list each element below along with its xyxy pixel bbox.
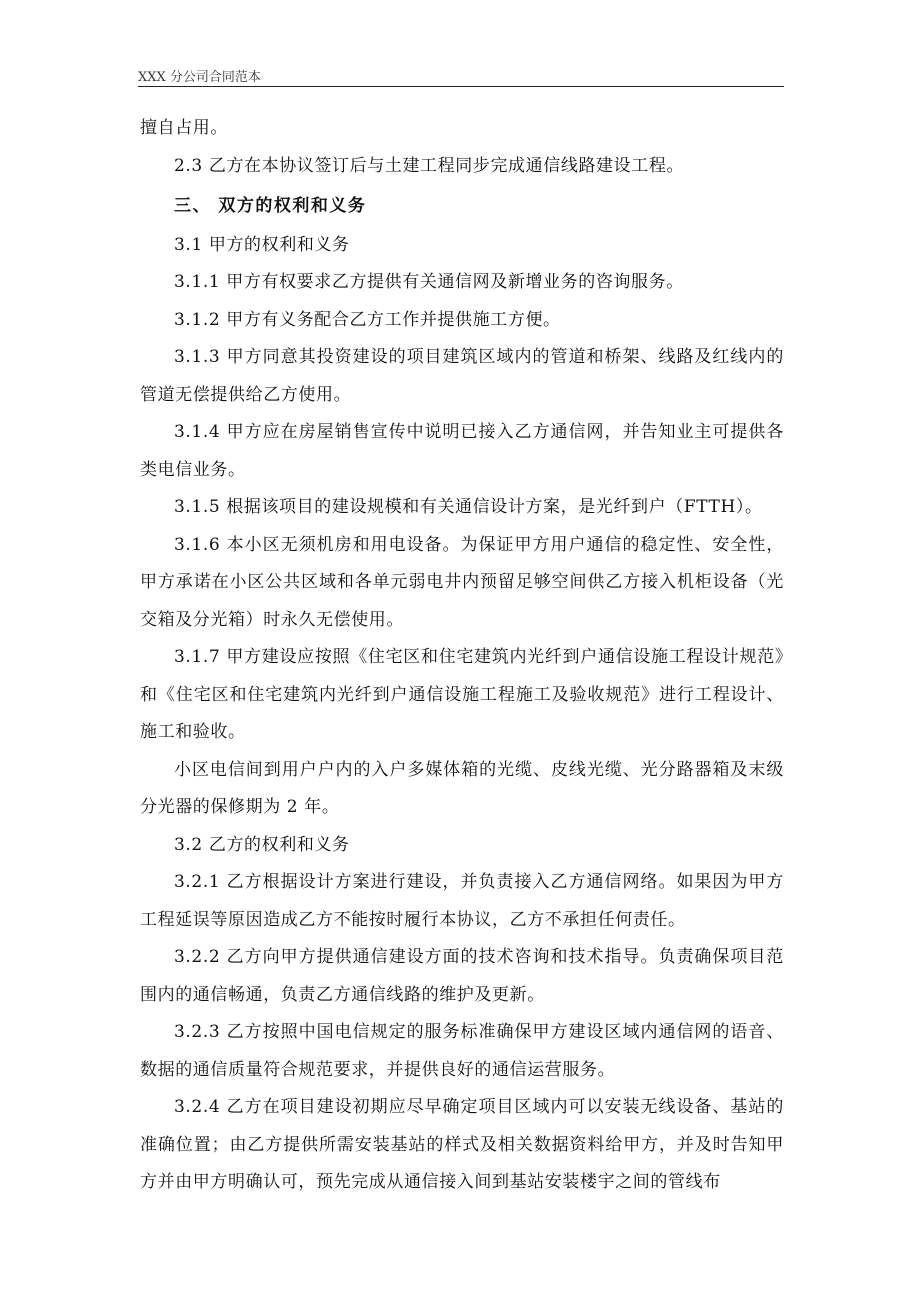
paragraph-10: 3.1.7 甲方建设应按照《住宅区和住宅建筑内光纤到户通信设施工程设计规范》和《住宅区和住宅建筑内光纤到户通信设施工程施工及验收规范》进行工程设计、施工和验收。 [140, 647, 784, 742]
paragraph-3: 3.1 甲方的权利和义务 [174, 234, 350, 255]
paragraph-16: 3.2.4 乙方在项目建设初期应尽早确定项目区域内可以安装无线设备、基站的准确位置；由乙方提供所需安装基站的样式及相关数据资料给甲方，并及时告知甲方并由甲方明确认可，预先完成从通信接入间到基站安装楼宇之间的管线布 [140, 1097, 784, 1192]
paragraph-8: 3.1.5 根据该项目的建设规模和有关通信设计方案，是光纤到户（FTTH）。 [174, 497, 763, 517]
paragraph-0: 擅自占用。 [140, 118, 228, 138]
paragraph-12: 3.2 乙方的权利和义务 [174, 834, 350, 855]
paragraph-14: 3.2.2 乙方向甲方提供通信建设方面的技术咨询和技术指导。负责确保项目范围内的通信畅通，负责乙方通信线路的维护及更新。 [140, 947, 784, 1005]
section-heading: 三、 双方的权利和义务 [174, 196, 367, 216]
paragraph-13: 3.2.1 乙方根据设计方案进行建设，并负责接入乙方通信网络。如果因为甲方工程延误等原因造成乙方不能按时履行本协议，乙方不承担任何责任。 [140, 872, 784, 930]
paragraph-7: 3.1.4 甲方应在房屋销售宣传中说明已接入乙方通信网，并告知业主可提供各类电信业务。 [140, 422, 784, 480]
page-header [138, 64, 784, 87]
paragraph-4: 3.1.1 甲方有权要求乙方提供有关通信网及新增业务的咨询服务。 [174, 272, 684, 292]
paragraph-9: 3.1.6 本小区无须机房和用电设备。为保证甲方用户通信的稳定性、安全性，甲方承诺在小区公共区域和各单元弱电井内预留足够空间供乙方接入机柜设备（光交箱及分光箱）时永久无偿使用。 [140, 534, 784, 630]
header-title: XXX 分公司合同范本 [138, 70, 261, 85]
paragraph-15: 3.2.3 乙方按照中国电信规定的服务标准确保甲方建设区域内通信网的语音、数据的通信质量符合规范要求，并提供良好的通信运营服务。 [140, 1022, 784, 1080]
paragraph-11: 小区电信间到用户户内的入户多媒体箱的光缆、皮线光缆、光分路器箱及末级分光器的保修期为 2 年。 [140, 759, 784, 817]
paragraph-1: 2.3 乙方在本协议签订后与土建工程同步完成通信线路建设工程。 [174, 155, 685, 176]
document-body [140, 110, 784, 1202]
paragraph-6: 3.1.3 甲方同意其投资建设的项目建筑区域内的管道和桥架、线路及红线内的管道无偿提供给乙方使用。 [140, 347, 784, 405]
paragraph-5: 3.1.2 甲方有义务配合乙方工作并提供施工方便。 [174, 309, 561, 330]
